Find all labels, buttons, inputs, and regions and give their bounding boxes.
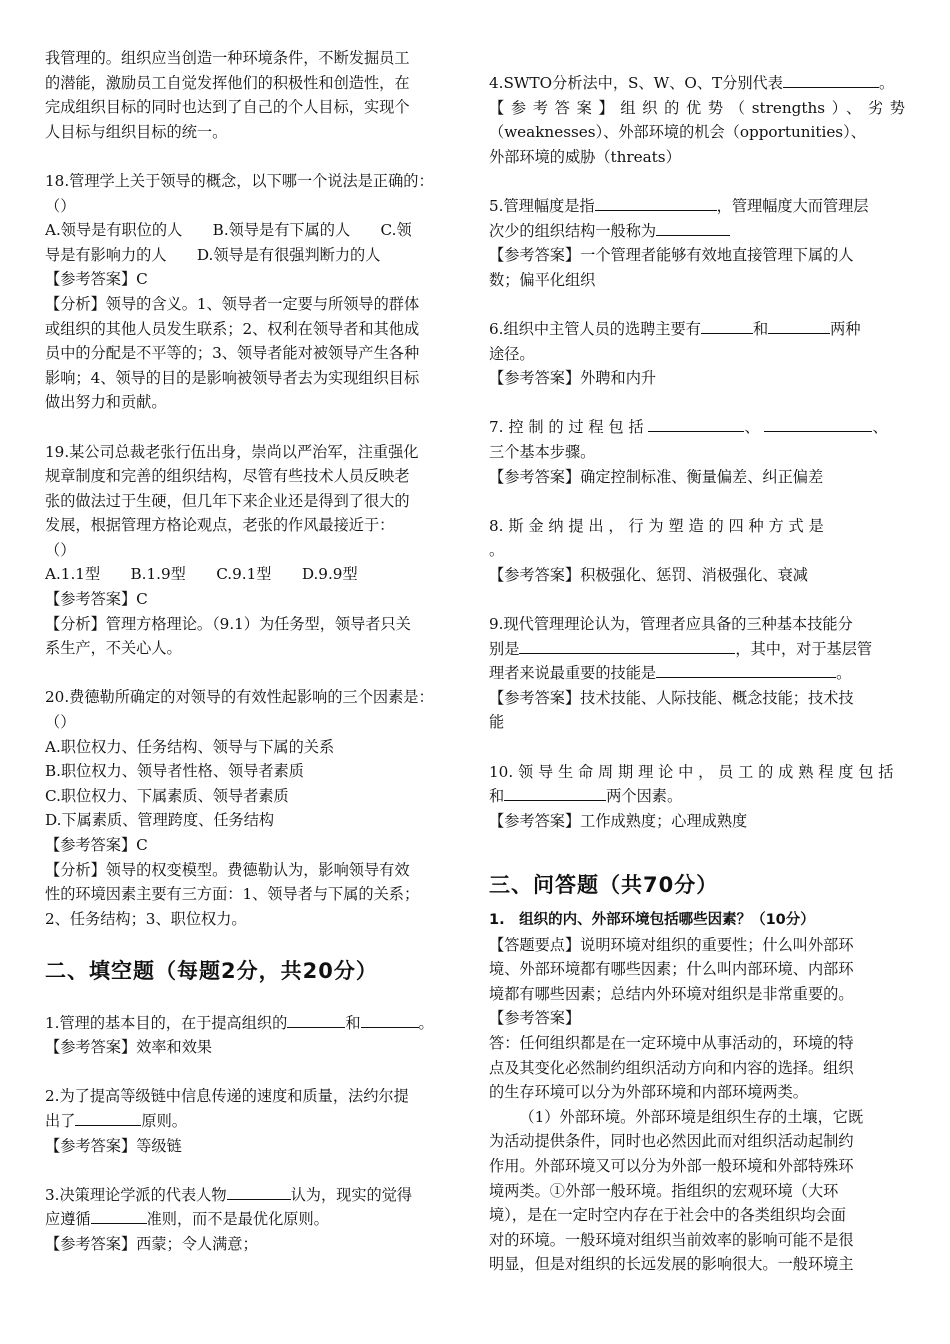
fill-question-4 (489, 71, 905, 169)
analysis-text: 员中的分配是不平等的；3、领导者能对被领导产生各种 (45, 344, 420, 363)
text-line: 完成组织目标的同时也达到了自己的个人目标，实现个 (45, 98, 410, 117)
question-stem: 5.管理幅度是指 ，管理幅度大而管理层 (489, 194, 905, 219)
question-stem: 10. 领 导 生 命 周 期 理 论 中 ， 员 工 的 成 熟 程 度 包 括 (489, 762, 894, 781)
question-options: A.1.1型 B.1.9型 C.9.1型 D.9.9型 (45, 565, 358, 584)
answer-blank (648, 415, 744, 432)
question-stem: 7. 控 制 的 过 程 包 括 、 、 (489, 415, 905, 440)
question-options: A.领导是有职位的人 B.领导是有下属的人 C.领 (45, 221, 412, 240)
question-stem: 20.费德勒所确定的对领导的有效性起影响的三个因素是： (45, 688, 434, 707)
section-heading-short-answer: 三、问答题（共70分） (489, 873, 719, 897)
question-18 (45, 169, 463, 415)
question-option: D.下属素质、管理跨度、任务结构 (45, 811, 275, 830)
question-stem: 发展，根据管理方格论观点，老张的作风最接近于： (45, 516, 395, 535)
analysis-text: 或组织的其他人员发生联系；2、权利在领导者和其他成 (45, 319, 420, 338)
question-stem: 3.决策理论学派的代表人物 认为，现实的觉得 (45, 1183, 463, 1208)
fill-question-2 (45, 1084, 463, 1158)
section-heading-fill-blank: 二、填空题（每题2分，共20分） (45, 958, 378, 983)
question-stem: 出了 原则。 (45, 1109, 463, 1134)
answer-blank (701, 317, 753, 334)
question-20 (45, 685, 463, 931)
question-option: B.职位权力、领导者性格、领导者素质 (45, 762, 304, 781)
reference-answer: 【参考答案】一个管理者能够有效地直接管理下属的人 (489, 246, 854, 265)
answer-blank (361, 1011, 419, 1028)
question-stem: 应遵循 准则，而不是最优化原则。 (45, 1207, 463, 1232)
question-stem: 6.组织中主管人员的选聘主要有 和 两种 (489, 317, 905, 342)
question-stem: 张的做法过于生硬，但几年下来企业还是得到了很大的 (45, 491, 410, 510)
answer-blank (287, 1011, 345, 1028)
analysis-text: 性的环境因素主要有三方面：1、领导者与下属的关系； (45, 885, 420, 904)
fill-question-9 (489, 612, 905, 735)
question-stem: 9.现代管理理论认为，管理者应具备的三种基本技能分 (489, 615, 853, 634)
analysis-text: 2、任务结构；3、职位权力。 (45, 909, 247, 928)
answer-text: 作用。外部环境又可以分为外部一般环境和外部特殊环 (489, 1156, 854, 1175)
reference-answer: 【参考答案】技术技能、人际技能、概念技能；技术技 (489, 688, 854, 707)
short-answer-question-1 (489, 908, 905, 1277)
fill-question-6 (489, 317, 905, 391)
fill-question-7 (489, 415, 905, 489)
reference-answer: 【参考答案】C (45, 836, 148, 854)
answer-text: 答：任何组织都是在一定环境中从事活动的，环境的特 (489, 1033, 854, 1052)
question-stem: （） (45, 713, 76, 732)
reference-answer: 【参考答案】确定控制标准、衡量偏差、纠正偏差 (489, 467, 824, 486)
analysis-text: 做出努力和贡献。 (45, 393, 167, 412)
reference-answer: 【参考答案】C (45, 270, 148, 289)
question-stem: 和 两个因素。 (489, 784, 905, 809)
question-stem: 。 (489, 541, 505, 560)
question-stem: 19.某公司总裁老张行伍出身，崇尚以严治军，注重强化 (45, 442, 419, 461)
question-stem: 别是 ，其中，对于基层管 (489, 637, 905, 662)
answer-blank (227, 1183, 291, 1200)
reference-answer: 【参考答案】C (45, 590, 148, 609)
answer-blank (75, 1109, 141, 1126)
fill-question-8 (489, 514, 905, 588)
question-19 (45, 440, 463, 661)
answer-text: 境），是在一定时空内存在于社会中的各类组织均会面 (489, 1206, 846, 1225)
analysis-text: 【分析】领导的权变模型。费德勒认为，影响领导有效 (45, 860, 410, 879)
answer-text: 为活动提供条件，同时也必然因此而对组织活动起制约 (489, 1132, 854, 1151)
answer-points: 【答题要点】说明环境对组织的重要性；什么叫外部环 (489, 935, 854, 954)
answer-blank (783, 71, 879, 88)
answer-text: 明显，但是对组织的长远发展的影响很大。一般环境主 (489, 1255, 854, 1274)
answer-points: 境都有哪些因素；总结内外环境对组织是非常重要的。 (489, 984, 854, 1003)
question-stem: （） (45, 540, 76, 559)
analysis-text: 【分析】领导的含义。1、领导者一定要与所领导的群体 (45, 294, 420, 313)
answer-text: 境两类。①外部一般环境。指组织的宏观环境（大环 (489, 1181, 839, 1200)
fill-question-1 (45, 1011, 463, 1060)
answer-blank (768, 317, 830, 334)
question-option: C.职位权力、下属素质、领导者素质 (45, 786, 289, 805)
answer-text: 对的环境。一般环境对组织当前效率的影响可能不是很 (489, 1230, 854, 1249)
reference-answer: 数；偏平化组织 (489, 270, 596, 289)
right-column (489, 71, 905, 1277)
analysis-text: 【分析】管理方格理论。（9.1）为任务型，领导者只关 (45, 614, 411, 633)
question-stem: 4.SWTO分析法中，S、W、O、T分别代表 。 (489, 71, 905, 96)
reference-answer: （weaknesses）、外部环境的机会（opportunities）、 (489, 123, 866, 142)
fill-question-3 (45, 1183, 463, 1257)
text-line: 我管理的。组织应当创造一种环境条件，不断发掘员工 (45, 49, 410, 67)
question-stem: 三个基本步骤。 (489, 442, 596, 461)
reference-answer: 【参考答案】积极强化、惩罚、消极强化、衰减 (489, 565, 808, 584)
answer-blank (656, 661, 836, 678)
question-title: 1. 组织的内、外部环境包括哪些因素？（10分） (489, 912, 815, 928)
question-stem: 次少的组织结构一般称为 (489, 219, 905, 244)
intro-paragraph (45, 46, 463, 144)
reference-answer: 外部环境的威胁（threats） (489, 147, 681, 166)
reference-answer: 能 (489, 713, 505, 732)
left-column (45, 46, 463, 1257)
answer-blank (519, 637, 735, 654)
question-stem: 1.管理的基本目的，在于提高组织的 和 。 (45, 1011, 463, 1036)
answer-blank (764, 415, 872, 432)
question-stem: 途径。 (489, 344, 535, 363)
answer-blank (504, 784, 606, 801)
fill-question-5 (489, 194, 905, 292)
question-stem: 2.为了提高等级链中信息传递的速度和质量，法约尔提 (45, 1087, 409, 1106)
answer-text: 的生存环境可以分为外部环境和内部环境两类。 (489, 1083, 808, 1102)
answer-text: （1）外部环境。外部环境是组织生存的土壤，它既 (519, 1107, 864, 1126)
reference-answer: 【参考答案】等级链 (45, 1136, 182, 1155)
analysis-text: 系生产，不关心人。 (45, 639, 182, 658)
text-line: 的潜能，激励员工自觉发挥他们的积极性和创造性，在 (45, 73, 410, 92)
answer-blank (595, 194, 717, 211)
question-stem: 规章制度和完善的组织结构，尽管有些技术人员反映老 (45, 467, 410, 486)
question-stem: （） (45, 196, 76, 215)
reference-answer: 【参考答案】外聘和内升 (489, 369, 657, 388)
reference-answer: 【参考答案】西蒙；令人满意； (45, 1234, 258, 1253)
question-stem: 18.管理学上关于领导的概念，以下哪一个说法是正确的： (45, 171, 434, 190)
reference-answer: 【参考答案】工作成熟度；心理成熟度 (489, 811, 748, 830)
reference-answer: 【参考答案】效率和效果 (45, 1038, 213, 1057)
question-stem: 8. 斯 金 纳 提 出 ， 行 为 塑 造 的 四 种 方 式 是 (489, 516, 824, 535)
reference-answer-label: 【参考答案】 (489, 1009, 581, 1028)
answer-text: 点及其变化必然制约组织活动方向和内容的选择。组织 (489, 1058, 854, 1077)
question-stem: 理者来说最重要的技能是 。 (489, 661, 905, 686)
question-options: 导是有影响力的人 D.领导是有很强判断力的人 (45, 245, 381, 264)
reference-answer: 【参考答案】组织的优势（strengths）、劣势 (489, 98, 905, 117)
question-option: A.职位权力、任务结构、领导与下属的关系 (45, 737, 335, 756)
answer-points: 境、外部环境都有哪些因素；什么叫内部环境、内部环 (489, 960, 854, 979)
analysis-text: 影响；4、领导的目的是影响被领导者去为实现组织目标 (45, 368, 420, 387)
answer-blank (656, 219, 730, 236)
fill-question-10 (489, 760, 905, 834)
answer-blank (91, 1207, 147, 1224)
text-line: 人目标与组织目标的统一。 (45, 122, 228, 141)
